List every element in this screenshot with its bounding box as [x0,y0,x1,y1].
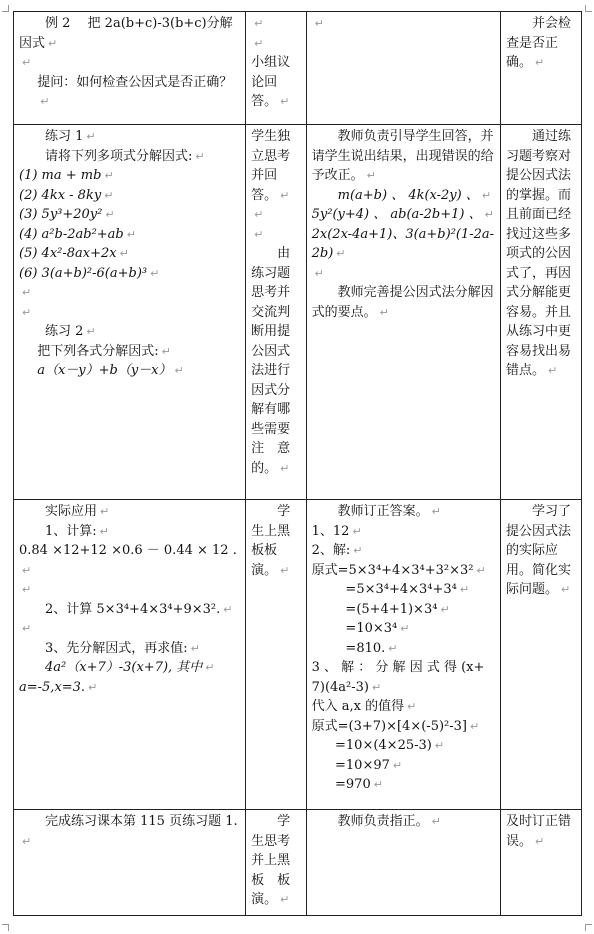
exercise-2-instruction: 把下列各式分解因式: ↵ [37,343,171,359]
paragraph-mark-icon: ↵ [336,247,346,260]
paragraph-mark-icon: ↵ [104,169,114,182]
paragraph-mark-icon: ↵ [280,461,290,475]
paragraph-mark-icon: ↵ [280,95,290,108]
blank-line [312,14,495,34]
lesson-plan-table [13,11,582,916]
teacher-guidance-text: 教师负责引导学生回答，并请学生说出结果，出现错误的给予改正。 ↵ [311,129,494,183]
student-activity-text: 学生独立思考并回答。 ↵ [251,129,291,203]
paragraph-mark-icon: ↵ [388,641,398,655]
paragraph-mark-icon: ↵ [22,563,32,577]
paragraph-mark-icon: ↵ [22,834,32,848]
exercise-1-item: (4) a²b-2ab²+ab ↵ [19,226,136,242]
blank-line [251,34,300,54]
cell-exercises[interactable] [14,125,246,500]
cell-student-activity[interactable] [246,12,306,125]
paragraph-mark-icon: ↵ [48,36,58,50]
blank-line [251,14,300,34]
table-row [14,810,582,916]
paragraph-mark-icon: ↵ [431,815,441,828]
paragraph-mark-icon: ↵ [22,622,32,635]
exercise-2-item: a（x－y）+b（y－x） ↵ [37,363,184,378]
answer-line: 5y²(y+4) 、 ab(a-2b+1) 、 ↵ [311,207,494,222]
cell-student-activity[interactable] [246,500,306,810]
paragraph-mark-icon: ↵ [372,680,382,694]
cell-design-intent[interactable] [500,125,581,500]
student-activity-text: 由练习题思考并交流判断用提公因式法进行因式分解有哪些需要注 意的。 ↵ [251,246,291,476]
design-intent-text: 学习了提公因式法的实际应用。简化实际问题。 ↵ [505,504,571,597]
application-q1-label: 1、计算: ↵ [45,523,109,539]
paragraph-mark-icon: ↵ [195,149,205,163]
paragraph-mark-icon: ↵ [353,544,363,557]
table-row [14,125,582,500]
paragraph-mark-icon: ↵ [407,700,417,713]
design-intent-text: 并会检查是否正确。 ↵ [505,16,571,70]
blank-line [19,53,240,73]
answer-3-step: 原式=(3+7)×[4×(-5)²-3] ↵ [311,718,480,734]
paragraph-mark-icon: ↵ [190,641,200,655]
cell-design-intent[interactable] [500,500,581,810]
paragraph-mark-icon: ↵ [314,17,324,30]
blank-line [312,264,495,284]
teacher-summary-text: 教师完善提公因式法分解因式的要点。 ↵ [311,285,494,320]
blank-line [251,225,300,245]
paragraph-mark-icon: ↵ [366,169,376,182]
paragraph-mark-icon: ↵ [174,364,184,377]
margin-mark-bottom-left [2,924,9,931]
teacher-feedback-text: 教师负责指正。 ↵ [337,814,441,829]
paragraph-mark-icon: ↵ [22,56,32,69]
cell-homework[interactable] [14,810,246,916]
paragraph-mark-icon: ↵ [431,505,441,518]
paragraph-mark-icon: ↵ [205,661,215,674]
blank-line [19,619,240,639]
cell-student-activity[interactable] [246,810,306,916]
paragraph-mark-icon: ↵ [352,524,362,538]
paragraph-mark-icon: ↵ [88,680,98,694]
paragraph-mark-icon: ↵ [535,834,545,848]
paragraph-mark-icon: ↵ [161,344,171,358]
paragraph-mark-icon: ↵ [254,17,264,30]
exercise-2-title: 练习 2 ↵ [45,324,96,339]
margin-mark-top-left [2,5,9,12]
blank-line [251,205,300,225]
paragraph-mark-icon: ↵ [280,188,290,202]
application-q3-values: a=-5,x=3. ↵ [19,679,98,695]
paragraph-mark-icon: ↵ [392,758,403,772]
paragraph-mark-icon: ↵ [254,36,264,50]
paragraph-mark-icon: ↵ [99,524,109,538]
application-q3-label: 3、先分解因式，再求值: ↵ [45,640,200,656]
answer-3-step: =10×97 ↵ [335,757,403,773]
application-q3-expression: 4a²（x+7）-3(x+7), 其中 ↵ [45,660,215,675]
answer-line: m(a+b) 、 4k(x-2y) 、 ↵ [337,187,492,203]
paragraph-mark-icon: ↵ [548,364,558,377]
paragraph-mark-icon: ↵ [22,286,32,299]
answer-2-step: =5×3⁴+4×3⁴+3⁴ ↵ [345,582,470,597]
paragraph-mark-icon: ↵ [105,208,115,221]
paragraph-mark-icon: ↵ [314,266,324,280]
cell-teacher-activity[interactable] [306,12,500,125]
paragraph-mark-icon: ↵ [254,208,264,221]
paragraph-mark-icon: ↵ [280,563,290,577]
student-activity-text: 学生思考并上黑板 板演。 ↵ [251,814,291,907]
teacher-correction-text: 教师订正答案。 ↵ [337,504,441,519]
paragraph-mark-icon: ↵ [86,130,96,143]
application-title: 实际应用 ↵ [45,504,110,519]
paragraph-mark-icon: ↵ [459,583,470,596]
cell-teacher-activity[interactable] [306,810,500,916]
paragraph-mark-icon: ↵ [119,247,129,260]
paragraph-mark-icon: ↵ [476,563,486,577]
paragraph-mark-icon: ↵ [373,778,383,791]
cell-application[interactable] [14,500,246,810]
answer-3-substitute: 代入 a,x 的值得 ↵ [311,699,417,714]
paragraph-mark-icon: ↵ [22,583,32,596]
exercise-1-item: (6) 3(a+b)²-6(a+b)³ ↵ [19,265,160,281]
cell-design-intent[interactable] [500,12,581,125]
cell-teacher-activity[interactable] [306,500,500,810]
exercise-1-item: (1) ma + mb ↵ [19,168,114,183]
application-q2: 2、计算 5×3⁴+4×3⁴+9×3². ↵ [45,601,233,617]
exercise-1-title: 练习 1 ↵ [45,129,96,144]
table-row [14,500,582,810]
paragraph-mark-icon: ↵ [150,266,160,280]
paragraph-mark-icon: ↵ [379,305,389,319]
paragraph-mark-icon: ↵ [561,583,571,596]
answer-2-step: 原式=5×3⁴+4×3⁴+3²×3² ↵ [311,562,486,578]
answer-2-label: 2、解: ↵ [311,543,363,558]
application-q1-expression: 0.84 ×12+12 ×0.6 － 0.44 × 12 .↵ [19,543,237,577]
margin-mark-top-right [585,5,592,12]
exercise-1-item: (5) 4x²-8ax+2x ↵ [19,246,129,261]
paragraph-mark-icon: ↵ [40,95,50,108]
table-row [14,12,582,125]
answer-3-step: =10×(4×25-3) ↵ [335,738,445,753]
cell-teacher-activity[interactable] [306,125,500,500]
blank-line [19,283,240,303]
homework-text: 完成练习课本第 115 页练习题 1.↵ [22,814,238,848]
paragraph-mark-icon: ↵ [434,739,445,752]
cell-example-2[interactable] [14,12,246,125]
paragraph-mark-icon: ↵ [254,227,264,241]
answer-2-step: =10×3⁴ ↵ [345,621,410,636]
blank-line [19,580,240,600]
paragraph-mark-icon: ↵ [86,325,96,338]
question-text: 提问：如何检查公因式是否正确？↵ [37,74,233,108]
cell-student-activity[interactable] [246,125,306,500]
blank-line [19,303,240,323]
exercise-1-instruction: 请将下列多项式分解因式: ↵ [45,148,205,164]
cell-design-intent[interactable] [500,810,581,916]
paragraph-mark-icon: ↵ [440,602,450,616]
design-intent-text: 通过练习题考察对提公因式法的掌握。而且前面已经找过这些多项式的公因式了，再因式分解能更容易。并且从练习中更容易找出易错点。 ↵ [505,129,571,378]
paragraph-mark-icon: ↵ [126,227,136,241]
exercise-1-item: (2) 4kx - 8ky ↵ [19,187,114,203]
paragraph-mark-icon: ↵ [223,602,233,616]
paragraph-mark-icon: ↵ [535,56,545,69]
answer-3-factorized: 3 、 解 ： 分 解 因 式 得 (x+7)(4a²-3) ↵ [311,660,485,695]
example-2-text: 例 2 把 2a(b+c)-3(b+c)分解因式 ↵ [19,16,233,51]
paragraph-mark-icon: ↵ [400,622,410,635]
answer-2-step: =(5+4+1)×3⁴ ↵ [345,601,450,617]
student-activity-text: 小组议论回答。 ↵ [251,55,291,109]
design-intent-text: 及时订正错误。 ↵ [505,814,571,849]
student-activity-text: 学生上黑板板演。 ↵ [251,504,291,578]
paragraph-mark-icon: ↵ [280,893,290,906]
margin-mark-bottom-right [585,924,592,931]
paragraph-mark-icon: ↵ [469,719,480,733]
paragraph-mark-icon: ↵ [484,208,494,221]
paragraph-mark-icon: ↵ [481,188,492,202]
paragraph-mark-icon: ↵ [22,305,32,319]
answer-3-result: =970 ↵ [335,777,383,792]
paragraph-mark-icon: ↵ [100,505,110,518]
answer-1: 1、12 ↵ [311,523,362,539]
answer-2-result: =810. ↵ [345,640,398,656]
exercise-1-item: (3) 5y³+20y² ↵ [19,207,115,222]
paragraph-mark-icon: ↵ [104,188,114,202]
answer-line: 2x(2x-4a+1)、3(a+b)²(1-2a-2b) ↵ [311,226,495,261]
